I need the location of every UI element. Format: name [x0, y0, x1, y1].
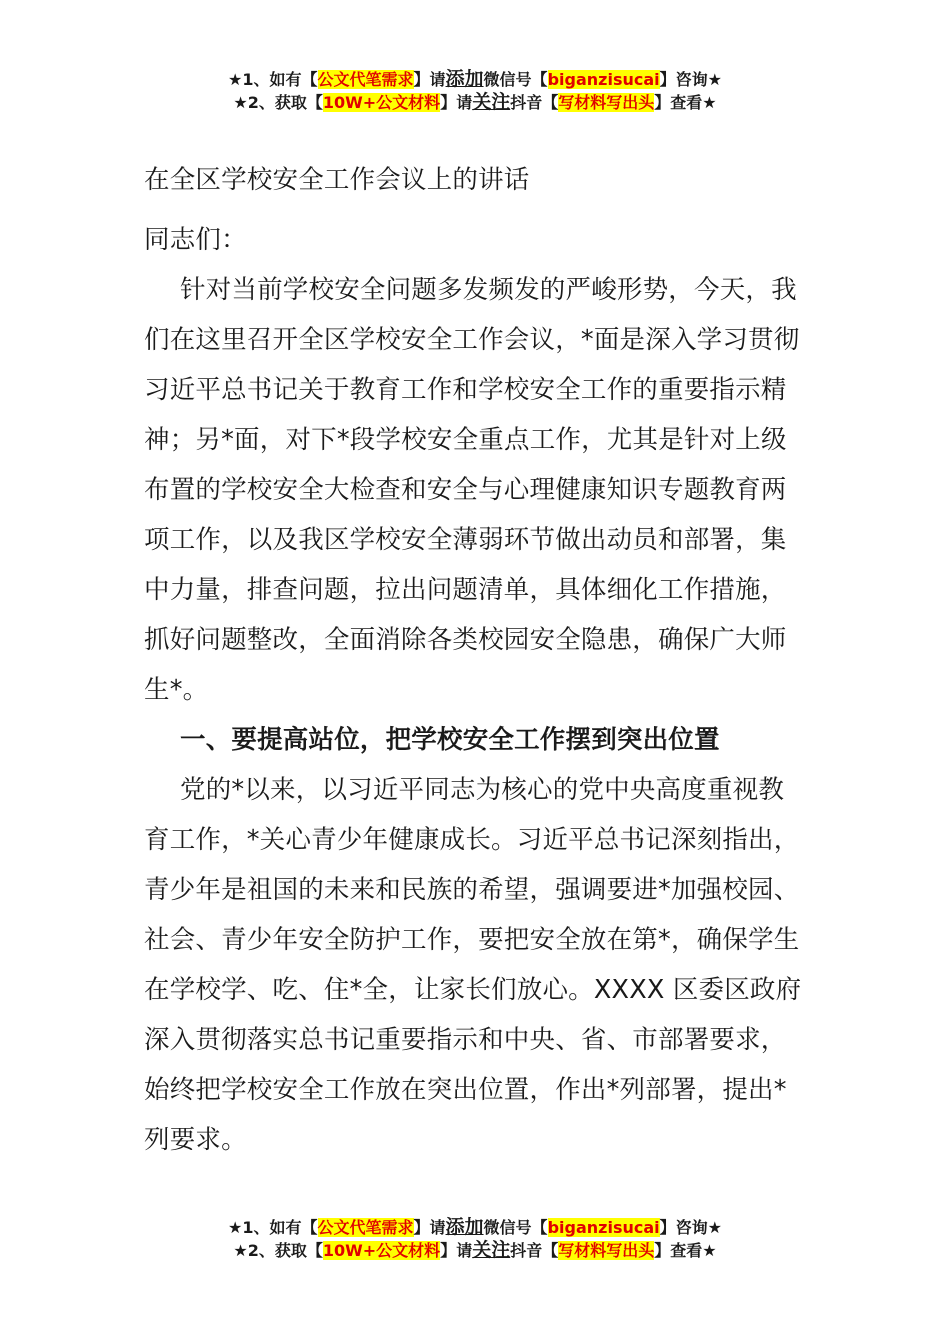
highlight-douyin-id: 写材料写出头 [558, 93, 655, 112]
document-body [144, 155, 808, 1165]
section-heading-1: 一、要提高站位，把学校安全工作摆到突出位置 [180, 725, 720, 755]
footer-banner [0, 1216, 950, 1262]
salutation: 同志们： [144, 225, 247, 255]
banner-line-2: ★2、获取【10W+公文材料】请关注抖音【写材料写出头】查看★ [233, 1239, 717, 1261]
highlight-wechat-id: biganzisucai [547, 70, 660, 89]
document-title: 在全区学校安全工作会议上的讲话 [144, 165, 530, 195]
highlight-wechat-id: biganzisucai [547, 1218, 660, 1237]
paragraph-2: 党的*以来，以习近平同志为核心的党中央高度重视教育工作，*关心青少年健康成长。习近平总书记深刻指出，青少年是祖国的未来和民族的希望，强调要进*加强校园、社会、青少年安全防护工作，要把安全放在第*，确保学生在学校学、吃、住*全，让家长们放心。XXXX 区委区政府深入贯彻落实总书记重要指示和中央、省、市部署要求，始终把学校安全工作放在突出位置，作出*列部署，提出*列要求。 [144, 775, 802, 1155]
highlight-service: 公文代笔需求 [317, 70, 414, 89]
banner-line-1: ★1、如有【公文代笔需求】请添加微信号【biganzisucai】咨询★ [228, 1216, 722, 1238]
banner-line-1: ★1、如有【公文代笔需求】请添加微信号【biganzisucai】咨询★ [228, 68, 722, 90]
highlight-materials: 10W+公文材料 [322, 1241, 441, 1260]
highlight-materials: 10W+公文材料 [322, 93, 441, 112]
highlight-douyin-id: 写材料写出头 [558, 1241, 655, 1260]
banner-line-2: ★2、获取【10W+公文材料】请关注抖音【写材料写出头】查看★ [233, 91, 717, 113]
highlight-service: 公文代笔需求 [317, 1218, 414, 1237]
paragraph-1: 针对当前学校安全问题多发频发的严峻形势，今天，我们在这里召开全区学校安全工作会议，*面是深入学习贯彻习近平总书记关于教育工作和学校安全工作的重要指示精神；另*面，对下*段学校安全重点工作，尤其是针对上级布置的学校安全大检查和安全与心理健康知识专题教育两项工作，以及我区学校安全薄弱环节做出动员和部署，集中力量，排查问题，拉出问题清单，具体细化工作措施，抓好问题整改，全面消除各类校园安全隐患，确保广大师生*。 [144, 275, 800, 705]
header-banner [0, 68, 950, 114]
